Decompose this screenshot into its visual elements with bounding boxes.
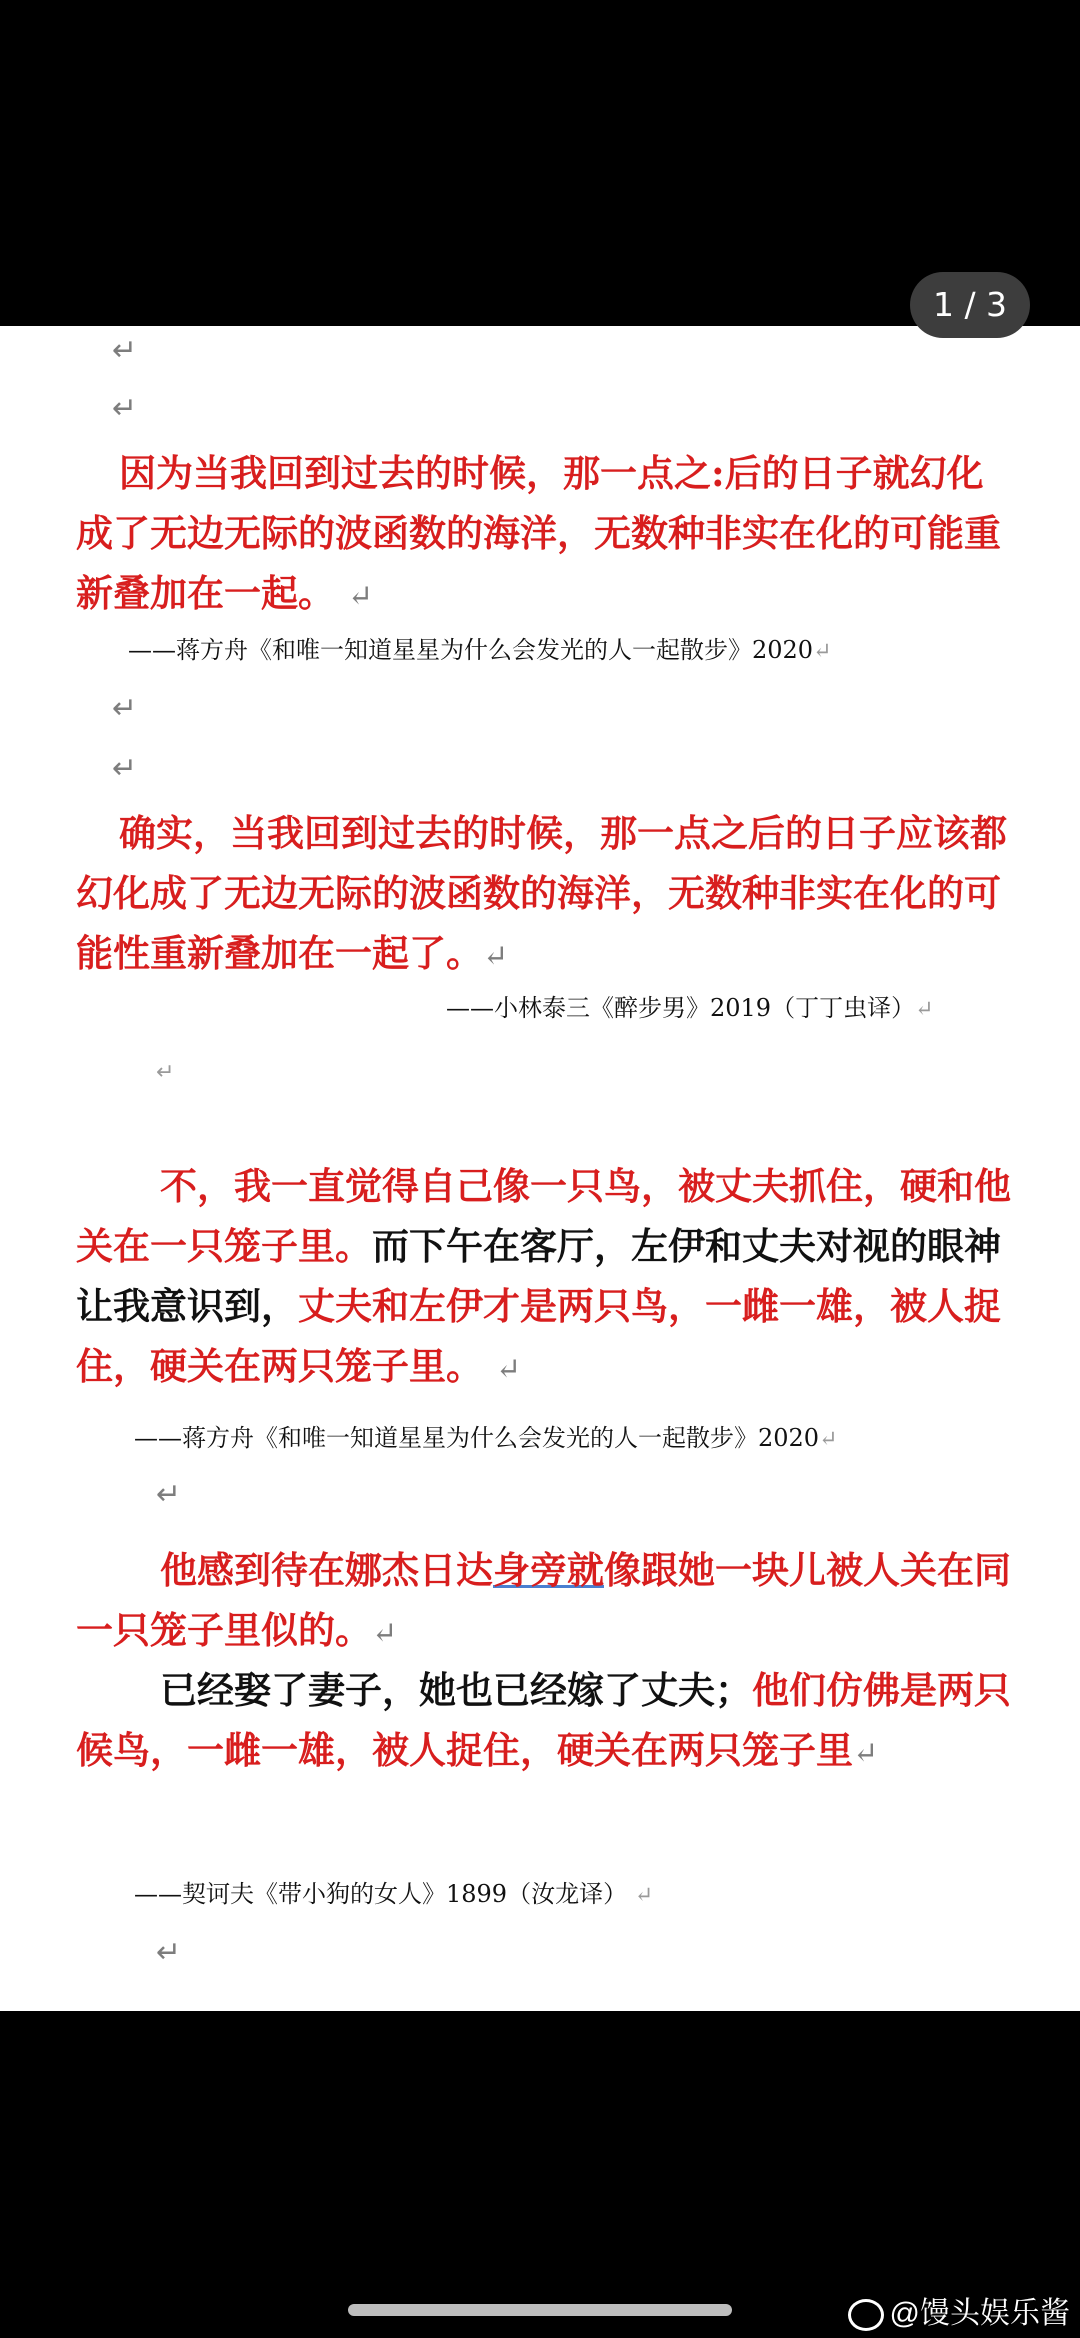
quote-3-text: 不，我一直觉得自己像一只鸟，被丈夫抓住，硬和他关在一只笼子里。而下午在客厅，左伊和丈夫对视的眼神让我意识到，丈夫和左伊才是两只鸟，一雌一雄，被人捉住，硬关在两只笼子里。 ↵ [76,1164,1011,1388]
paragraph-mark-icon: ↵ [853,1736,879,1771]
document-page [0,326,1080,2011]
paragraph-mark-icon: ↵ [156,1935,182,1970]
paragraph-mark-icon: ↵ [156,1477,182,1512]
quote-2-text: 确实，当我回到过去的时候，那一点之后的日子应该都幻化成了无边无际的波函数的海洋，无数种非实在化的可能性重新叠加在一起了。↵ [76,811,1007,975]
paragraph-mark-icon: ↵ [156,1060,175,1085]
page-counter-badge: 1 / 3 [910,272,1030,338]
quote-3-citation: ——蒋方舟《和唯一知道星星为什么会发光的人一起散步》2020↵ [134,1424,838,1452]
weibo-icon [848,2299,884,2331]
quote-4-citation: ——契诃夫《带小狗的女人》1899（汝龙译） ↵ [134,1880,654,1908]
watermark: @馒头娱乐酱 [848,2296,1070,2332]
paragraph-mark-icon: ↵ [112,751,138,786]
quote-1-text: 因为当我回到过去的时候，那一点之:后的日子就幻化成了无边无际的波函数的海洋，无数种非实在化的可能重新叠加在一起。 ↵ [76,451,1001,615]
paragraph-mark-icon: ↵ [634,1883,654,1908]
paragraph-mark-icon: ↵ [112,333,138,368]
paragraph-mark-icon: ↵ [813,639,832,664]
quote-4-text-1: 他感到待在娜杰日达身旁就像跟她一块儿被人关在同一只笼子里似的。↵ [76,1548,1011,1652]
paragraph-mark-icon: ↵ [347,579,374,614]
paragraph-mark-icon: ↵ [112,691,138,726]
paragraph-mark-icon: ↵ [819,1427,838,1452]
quote-1-citation: ——蒋方舟《和唯一知道星星为什么会发光的人一起散步》2020↵ [128,636,832,664]
home-indicator[interactable] [348,2304,732,2316]
paragraph-mark-icon: ↵ [483,939,509,974]
paragraph-mark-icon: ↵ [112,391,138,426]
paragraph-mark-icon: ↵ [372,1616,398,1651]
paragraph-mark-icon: ↵ [915,997,934,1022]
paragraph-mark-icon: ↵ [495,1352,522,1387]
quote-2-citation: ——小林泰三《醉步男》2019（丁丁虫译）↵ [446,994,934,1022]
quote-4-text-2: 已经娶了妻子，她也已经嫁了丈夫；他们仿佛是两只候鸟，一雌一雄，被人捉住，硬关在两只笼子里↵ [76,1668,1011,1772]
